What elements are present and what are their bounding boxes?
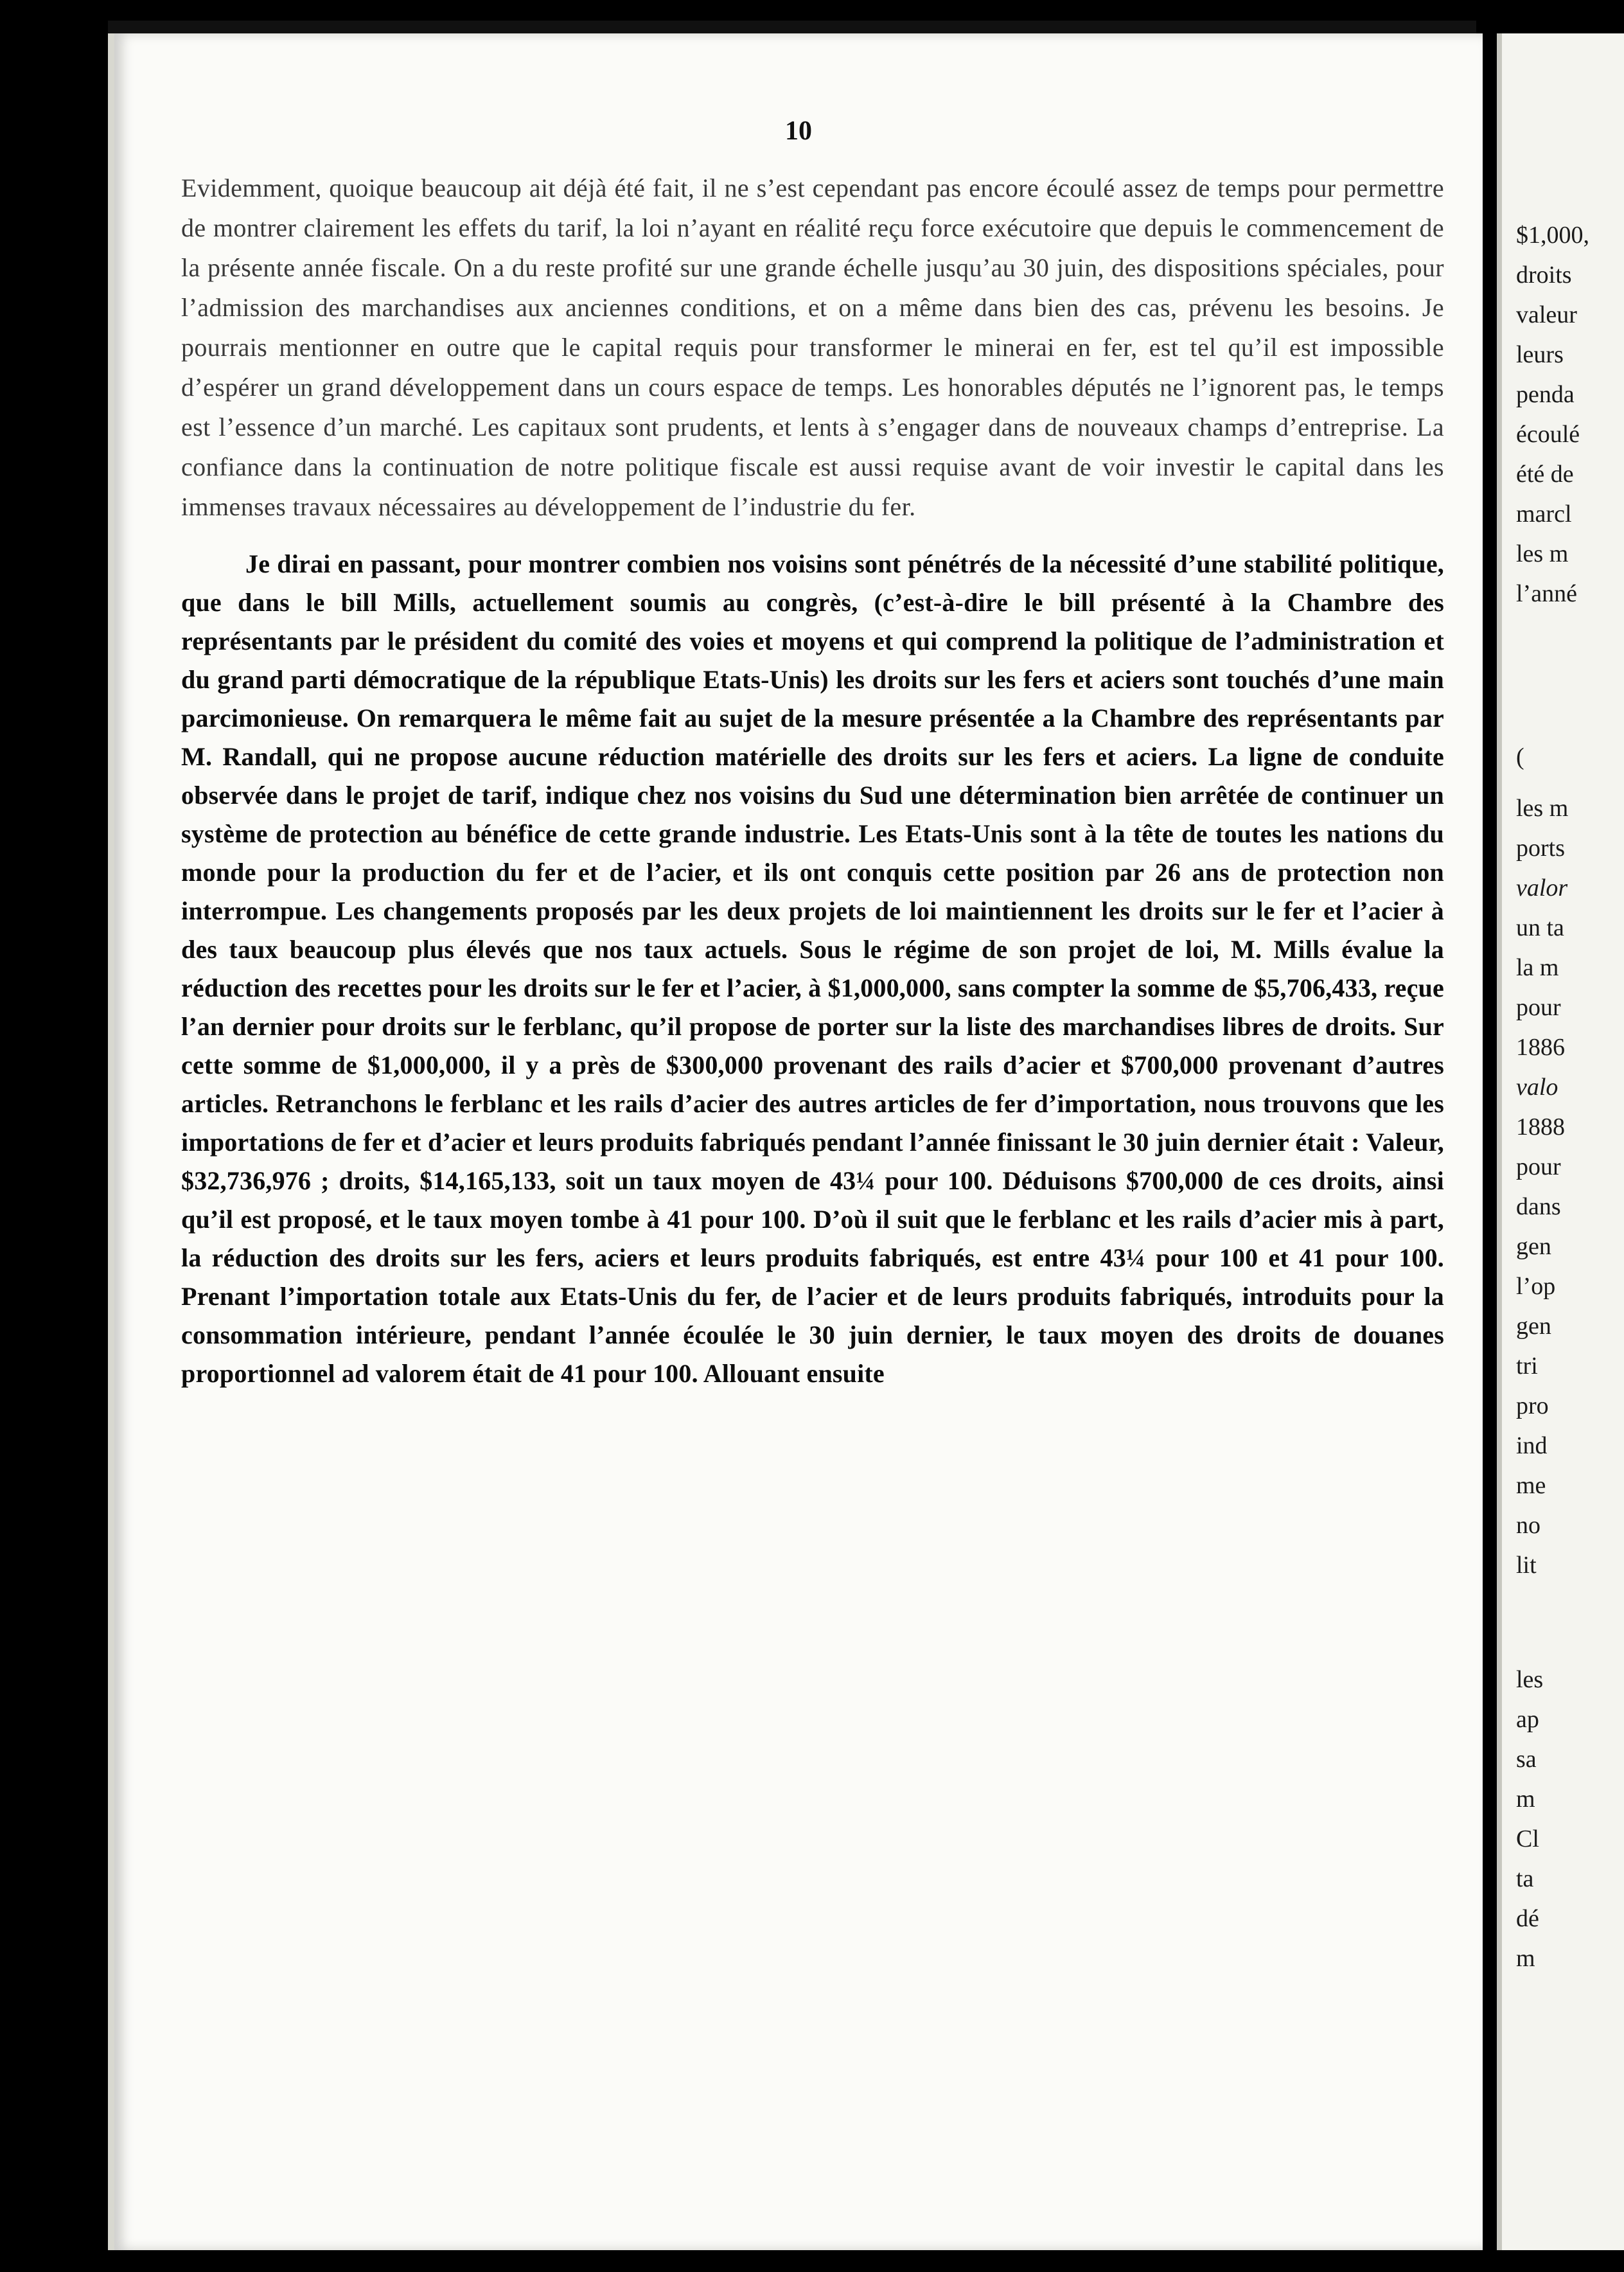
adjacent-fragment: été de <box>1516 461 1574 488</box>
adjacent-page-edge <box>1497 33 1624 2250</box>
adjacent-fragment: les m <box>1516 540 1569 567</box>
adjacent-fragment: la m <box>1516 954 1559 981</box>
adjacent-fragment: ta <box>1516 1865 1534 1892</box>
adjacent-fragment: valeur <box>1516 301 1577 328</box>
adjacent-fragment: no <box>1516 1512 1540 1539</box>
adjacent-fragment: leurs <box>1516 341 1564 368</box>
adjacent-fragment: ap <box>1516 1706 1539 1733</box>
paragraph-1: Evidemment, quoique beaucoup ait déjà été fait, il ne s’est cependant pas encore écoulé assez de temps pour permettre de montrer clairement les effets du tarif, la loi n’ayant en réalité reçu force exécutoire que depuis le commencement de la présente année fiscale. On a du reste profité sur une grande échelle jusqu’au 30 juin, des dispositions spéciales, pour l’admission des marchandises aux anciennes conditions, et on a même dans bien des cas, prévenu les besoins. Je pourrais mentionner en outre que le capital requis pour transformer le minerai en fer, est tel qu’il est impossible d’espérer un grand développement dans un cours espace de temps. Les honorables députés ne l’ignorent pas, le temps est l’essence d’un marché. Les capitaux sont prudents, et lents à s’engager dans de nouveaux champs d’entreprise. La confiance dans la continuation de notre politique fiscale est aussi requise avant de voir investir le capital dans les immenses travaux nécessaires au développement de l’industrie du fer. <box>181 173 1444 521</box>
page-number: 10 <box>785 116 812 146</box>
paragraph-2: Je dirai en passant, pour montrer combien nos voisins sont pénétrés de la nécessité d’une stabilité politique, que dans le bill Mills, actuellement soumis au congrès, (c’est-à-dire le bill présenté à la Chambre des représentants par le président du comité des voies et moyens et qui comprend la politique de l’administration et du grand parti démocratique de la république Etats-Unis) les droits sur les fers et aciers sont touchés d’une main parcimonieuse. On remarquera le même fait au sujet de la mesure présentée a la Chambre des représentants par M. Randall, qui ne propose aucune réduction matérielle des droits sur les fers et aciers. La ligne de conduite observée dans le projet de tarif, indique chez nos voisins du Sud une détermination bien arrêtée de continuer un système de protection au bénéfice de cette grande industrie. Les Etats-Unis sont à la tête de toutes les nations du monde pour la production du fer et de l’acier, et ils ont conquis cette position par 26 ans de protection non interrompue. Les changements proposés par les deux projets de loi maintiennent les droits sur le fer et l’acier à des taux beaucoup plus élevés que nos taux actuels. Sous le régime de son projet de loi, M. Mills évalue la réduction des recettes pour les droits sur le fer et l’acier, à $1,000,000, sans compter la somme de $5,706,433, reçue l’an dernier pour droits sur le ferblanc, qu’il propose de porter sur la liste des marchandises libres de droits. Sur cette somme de $1,000,000, il y a près de $300,000 provenant des rails d’acier et $700,000 provenant d’autres articles. Retranchons le ferblanc et les rails d’acier des autres articles de fer d’importation, nous trouvons que les importations de fer et d’acier et leurs produits fabriqués pendant l’année finissant le 30 juin dernier était : Valeur, $32,736,976 ; droits, $14,165,133, soit un taux moyen de 43¼ pour 100. Déduisons $700,000 de ces droits, ainsi qu’il est proposé, et le taux moyen tombe à 41 pour 100. D’où il suit que le ferblanc et les rails d’acier mis à part, la réduction des droits sur les fers, aciers et leurs produits fabriqués, est entre 43¼ pour 100 et 41 pour 100. Prenant l’importation totale aux Etats-Unis du fer, de l’acier et de leurs produits fabriqués, introduits pour la consommation intérieure, pendant l’année écoulée le 30 juin dernier, le taux moyen des droits de douanes proportionnel ad valorem était de 41 pour 100. Allouant ensuite <box>181 549 1444 1388</box>
adjacent-fragment: gen <box>1516 1313 1551 1340</box>
adjacent-fragment: pour <box>1516 1153 1561 1180</box>
adjacent-fragment: me <box>1516 1472 1546 1499</box>
adjacent-fragment: sa <box>1516 1746 1537 1773</box>
adjacent-fragment: l’op <box>1516 1273 1556 1300</box>
adjacent-fragment: pro <box>1516 1392 1549 1419</box>
adjacent-fragment: penda <box>1516 381 1575 408</box>
adjacent-fragment: lit <box>1516 1552 1537 1579</box>
adjacent-fragment: pour <box>1516 994 1561 1021</box>
adjacent-fragment: dans <box>1516 1193 1561 1220</box>
page-body <box>181 168 1444 1393</box>
adjacent-fragment: un ta <box>1516 914 1564 941</box>
adjacent-fragment: écoulé <box>1516 421 1580 448</box>
adjacent-fragment: marcl <box>1516 501 1572 528</box>
adjacent-fragment: les m <box>1516 795 1569 822</box>
adjacent-fragment: les <box>1516 1666 1544 1693</box>
adjacent-fragment: dé <box>1516 1905 1539 1932</box>
adjacent-fragment: m <box>1516 1945 1535 1972</box>
adjacent-fragment: tri <box>1516 1353 1538 1380</box>
adjacent-fragment: ( <box>1516 743 1524 770</box>
adjacent-fragment: droits <box>1516 262 1572 288</box>
adjacent-fragment: Cl <box>1516 1825 1539 1852</box>
adjacent-fragment: valo <box>1516 1074 1558 1101</box>
adjacent-fragment: 1886 <box>1516 1034 1565 1061</box>
adjacent-fragment: ports <box>1516 835 1565 862</box>
adjacent-fragment: valor <box>1516 874 1568 901</box>
adjacent-fragment: 1888 <box>1516 1114 1565 1140</box>
adjacent-fragment: m <box>1516 1786 1535 1813</box>
adjacent-fragment: ind <box>1516 1432 1548 1459</box>
adjacent-fragment: gen <box>1516 1233 1551 1260</box>
adjacent-fragment: $1,000, <box>1516 222 1589 249</box>
adjacent-fragment: l’anné <box>1516 580 1577 607</box>
